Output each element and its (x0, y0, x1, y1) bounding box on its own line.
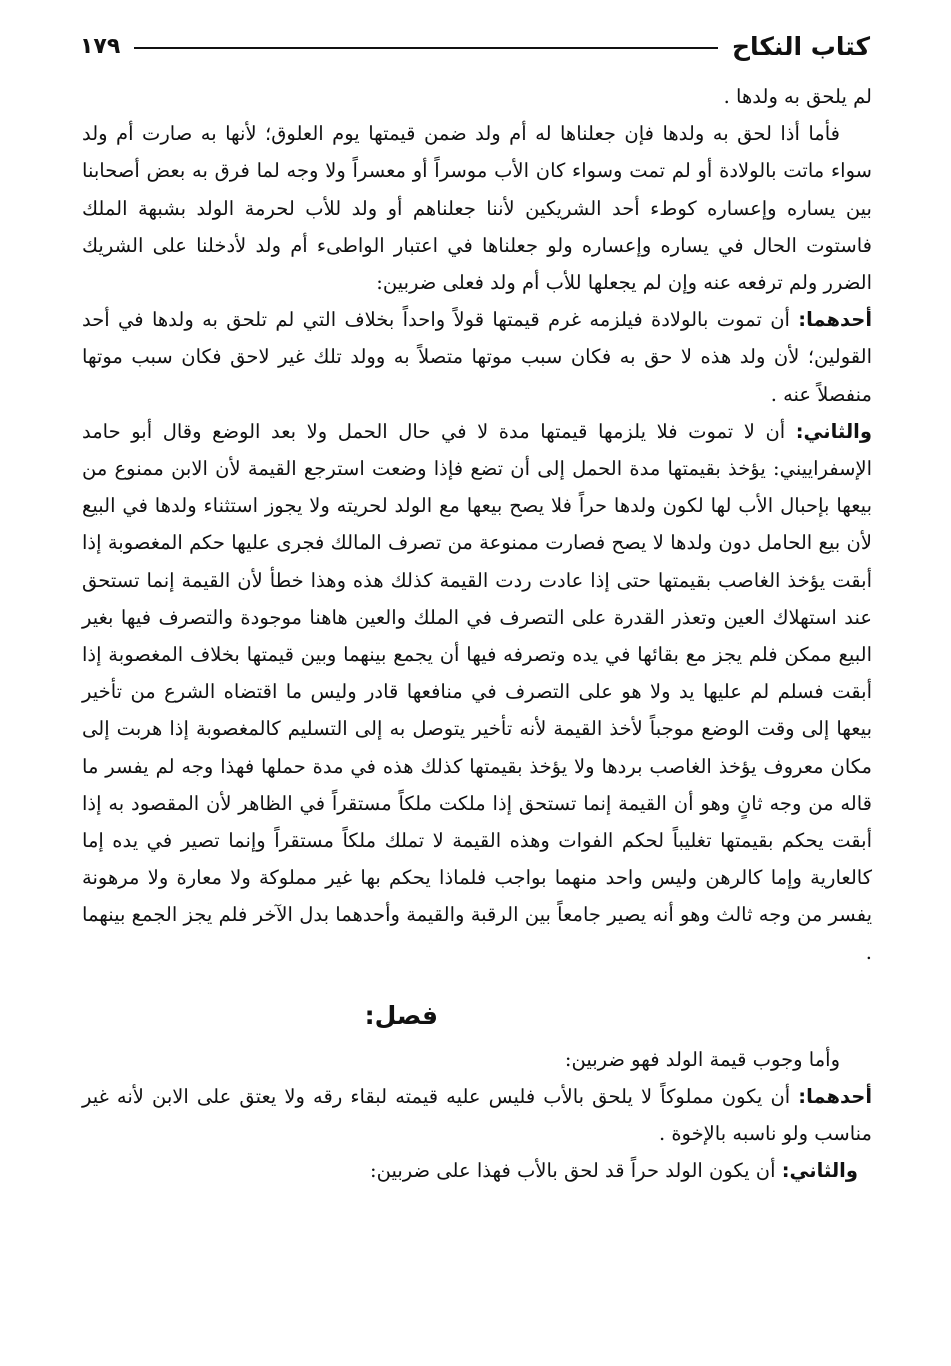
paragraph-4 (82, 413, 872, 971)
page-body (82, 78, 872, 1190)
paragraph-3-lead: أحدهما: (798, 308, 872, 332)
paragraph-4-lead: والثاني: (795, 419, 872, 443)
paragraph-3-text: أن تموت بالولادة فيلزمه غرم قيمتها قولاً واحداً بخلاف التي لم تلحق به ولدها في أحد القولين؛ لأن ولد هذه لا حق به فكان سبب موتها متصلاً به وولد تلك غير لاحق فكان سبب موتها منفصلاً عنه . (82, 308, 872, 406)
paragraph-7-text: أن يكون الولد حراً قد لحق بالأب فهذا على ضربين: (370, 1159, 782, 1183)
header-rule (134, 47, 718, 49)
paragraph-7 (82, 1152, 872, 1189)
section-heading: فصل: (364, 1000, 438, 1030)
paragraph-1: لم يلحق به ولدها . (723, 85, 872, 108)
page-number: ١٧٩ (80, 33, 121, 59)
page-header (80, 26, 870, 66)
paragraph-7-lead: والثاني: (781, 1159, 858, 1183)
book-title: كتاب النكاح (731, 31, 870, 61)
paragraph-6-text: أن يكون مملوكاً لا يلحق بالأب فليس عليه قيمته لبقاء رقه ولا يعتق على الابن لأنه غير مناسب ولو ناسبه بالإخوة . (82, 1085, 872, 1146)
paragraph-5: وأما وجوب قيمة الولد فهو ضربين: (564, 1047, 840, 1071)
paragraph-6-lead: أحدهما: (798, 1085, 872, 1109)
paragraph-6 (82, 1078, 872, 1152)
paragraph-4-text: أن لا تموت فلا يلزمها قيمتها مدة لا في حال الحمل ولا بعد الوضع وقال أبو حامد الإسفراييني: يؤخذ بقيمتها مدة الحمل إلى أن تضع فإذا وضعت استرجع القيمة لأن الابن ممنوع من بيعها بإحبال الأب لها لكون ولدها حراً فلا يصح بيعها مع الولد لحريته ولا يجوز استثناء ولدها في البيع لأن بيع الحامل دون ولدها لا يصح فصارت ممنوعة من تصرف المالك فجرى عليها حكم المغصوبة إذا أبقت يؤخذ الغاصب بقيمتها حتى إذا عادت ردت القيمة كذلك هذه وهذا خطأ لأن القيمة إنما تستحق عند استهلاك العين وتعذر القدرة على التصرف في الملك والعين هاهنا موجودة والتصرف فيها بغير البيع ممكن فلم يجز مع بقائها في يده وتصرفه فيها أن يجمع بينهما وبين قيمتها بخلاف المغصوبة إذا أبقت فسلم لم عليها يد ولا هو على التصرف في منافعها قادر وليس ما اقتضاه الشرع من تأخير بيعها إلى وقت الوضع موجباً لأخذ القيمة لأنه تأخير يتوصل به إلى التسليم كالمغصوبة إذا هربت إلى مكان معروف يؤخذ الغاصب بردها ولا يؤخذ بقيمتها كذلك هذه في مدة حملها فهذا وجه لم يفسر ما قاله من وجه ثانٍ وهو أن القيمة إنما تستحق إذا ملكت ملكاً مستقراً في الظاهر لأن المقصود به إذا أبقت يحكم بقيمتها تغليباً لحكم الفوات وهذه القيمة لا تملك ملكاً مستقراً وإنما تصير في يده إما كالعارية وإما كالرهن وليس واحد منهما بواجب فلماذا يحكم بها غير مملوكة ولا معارة ولا مرهونة يفسر من وجه ثالث وهو أنه يصير جامعاً بين الرقبة والقيمة وأحدهما بدل الآخر فلم يجز الجمع بينهما . (82, 419, 872, 964)
paragraph-3 (82, 301, 872, 413)
paragraph-2: فأما أذا لحق به ولدها فإن جعلناها له أم ولد ضمن قيمتها يوم العلوق؛ لأنها به صارت أم ولد سواء ماتت بالولادة أو لم تمت وسواء كان الأب موسراً أو معسراً ولا وجه لما فرق به بعض أصحابنا بين يساره وإعساره كوطء أحد الشريكين لأننا جعلناهم أو ولد للأب لحرمة الولد بشبهة الملك فاستوت الحال في يساره وإعساره ولو جعلناها في اعتبار الواطىء أم ولد لأدخلنا على الشريك الضرر ولم ترفعه عنه وإن لم يجعلها للأب أم ولد فعلى ضربين: (82, 122, 872, 295)
